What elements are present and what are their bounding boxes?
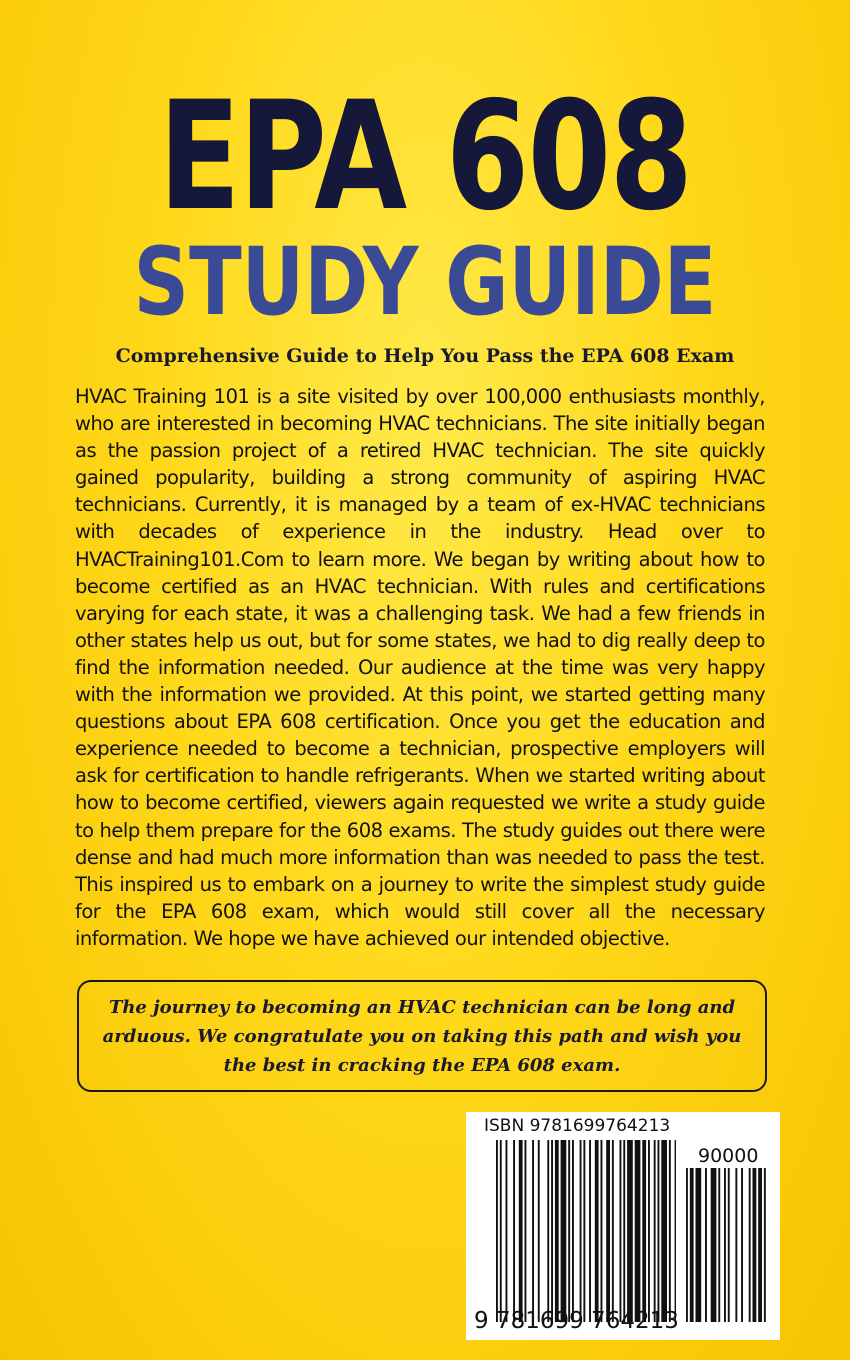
barcode-bar (513, 1140, 515, 1322)
price-code: 90000 (698, 1145, 759, 1167)
barcode-bar (506, 1140, 508, 1322)
barcode-bar (735, 1168, 737, 1322)
barcode-bar (538, 1140, 540, 1322)
barcode-bar (686, 1168, 688, 1322)
barcode-bar (669, 1140, 671, 1322)
barcode-bar (583, 1140, 585, 1322)
barcode-bar (658, 1140, 660, 1322)
barcode-bar (753, 1168, 757, 1322)
barcode-bar (500, 1140, 502, 1322)
book-tagline: Comprehensive Guide to Help You Pass the EPA 608 Exam (115, 345, 735, 367)
ean-digits: 9 781699 764213 (474, 1308, 679, 1334)
barcode-bar (718, 1168, 720, 1322)
barcode-bar (519, 1140, 523, 1322)
barcode-bar (568, 1140, 570, 1322)
barcode-bar (547, 1140, 549, 1322)
barcode-bar (741, 1168, 743, 1322)
barcode-bar (764, 1168, 766, 1322)
barcode-bar (627, 1140, 633, 1322)
quote-text: The journey to becoming an HVAC technician can be long and arduous. We congratulate you on taking this path and wish you the best in cracking the EPA 608 exam. (102, 996, 742, 1076)
barcode-bar (749, 1168, 751, 1322)
barcode-bar (675, 1140, 676, 1322)
isbn-label: ISBN 9781699764213 (484, 1116, 671, 1136)
book-subtitle: STUDY GUIDE (133, 228, 717, 337)
barcode-bar (496, 1140, 498, 1322)
barcode-bar (601, 1140, 603, 1322)
barcode-bar (572, 1140, 574, 1322)
barcode-bar (620, 1140, 622, 1322)
barcode-bar (758, 1168, 762, 1322)
barcode-bar (623, 1140, 625, 1322)
barcode-bar (728, 1168, 730, 1322)
barcode-bar (690, 1168, 694, 1322)
barcode-bar (724, 1168, 726, 1322)
ean-barcode (496, 1140, 676, 1322)
barcode-area (466, 1112, 780, 1340)
barcode-bar (525, 1140, 527, 1322)
barcode-bar (551, 1140, 553, 1322)
barcode-bar (661, 1140, 667, 1322)
barcode-bar (635, 1140, 641, 1322)
book-title: EPA 608 (158, 70, 692, 244)
barcode-bar (705, 1168, 707, 1322)
addon-barcode (686, 1168, 768, 1322)
barcode-bar (654, 1140, 656, 1322)
barcode-bar (589, 1140, 591, 1322)
book-description: HVAC Training 101 is a site visited by over 100,000 enthusiasts monthly, who are interested in becoming HVAC technicians. The site initially began as the passion project of a retired HVAC technician. The site quickly gained popularity, building a strong community of aspiring HVAC technicians. Currently, it is managed by a team of ex-HVAC technicians with decades of experience in the industry. Head over to HVACTraining101.Com to learn more. We began by writing about how to become certified as an HVAC technician. With rules and certifications varying for each state, it was a challenging task. We had a few friends in other states help us out, but for some states, we had to dig really deep to find the information needed. Our audience at the time was very happy with the information we provided. At this point, we started getting many questions about EPA 608 certification. Once you get the education and experience needed to become a technician, prospective employers will ask for certification to handle refrigerants. When we started writing about how to become certified, viewers again requested we write a study guide to help them prepare for the 608 exams. The study guides out there were dense and had much more information than was needed to pass the test. This inspired us to embark on a journey to write the simplest study guide for the EPA 608 exam, which would still cover all the necessary information. We hope we have achieved our intended objective. (75, 385, 765, 950)
barcode-bar (648, 1140, 650, 1322)
barcode-bar (580, 1140, 582, 1322)
barcode-bar (606, 1140, 610, 1322)
barcode-bar (696, 1168, 702, 1322)
barcode-bar (561, 1140, 567, 1322)
barcode-bar (595, 1140, 599, 1322)
barcode-bar (555, 1140, 559, 1322)
quote-box (77, 980, 767, 1092)
barcode-bar (642, 1140, 646, 1322)
barcode-bar (532, 1140, 534, 1322)
barcode-bar (711, 1168, 717, 1322)
barcode-bar (612, 1140, 614, 1322)
